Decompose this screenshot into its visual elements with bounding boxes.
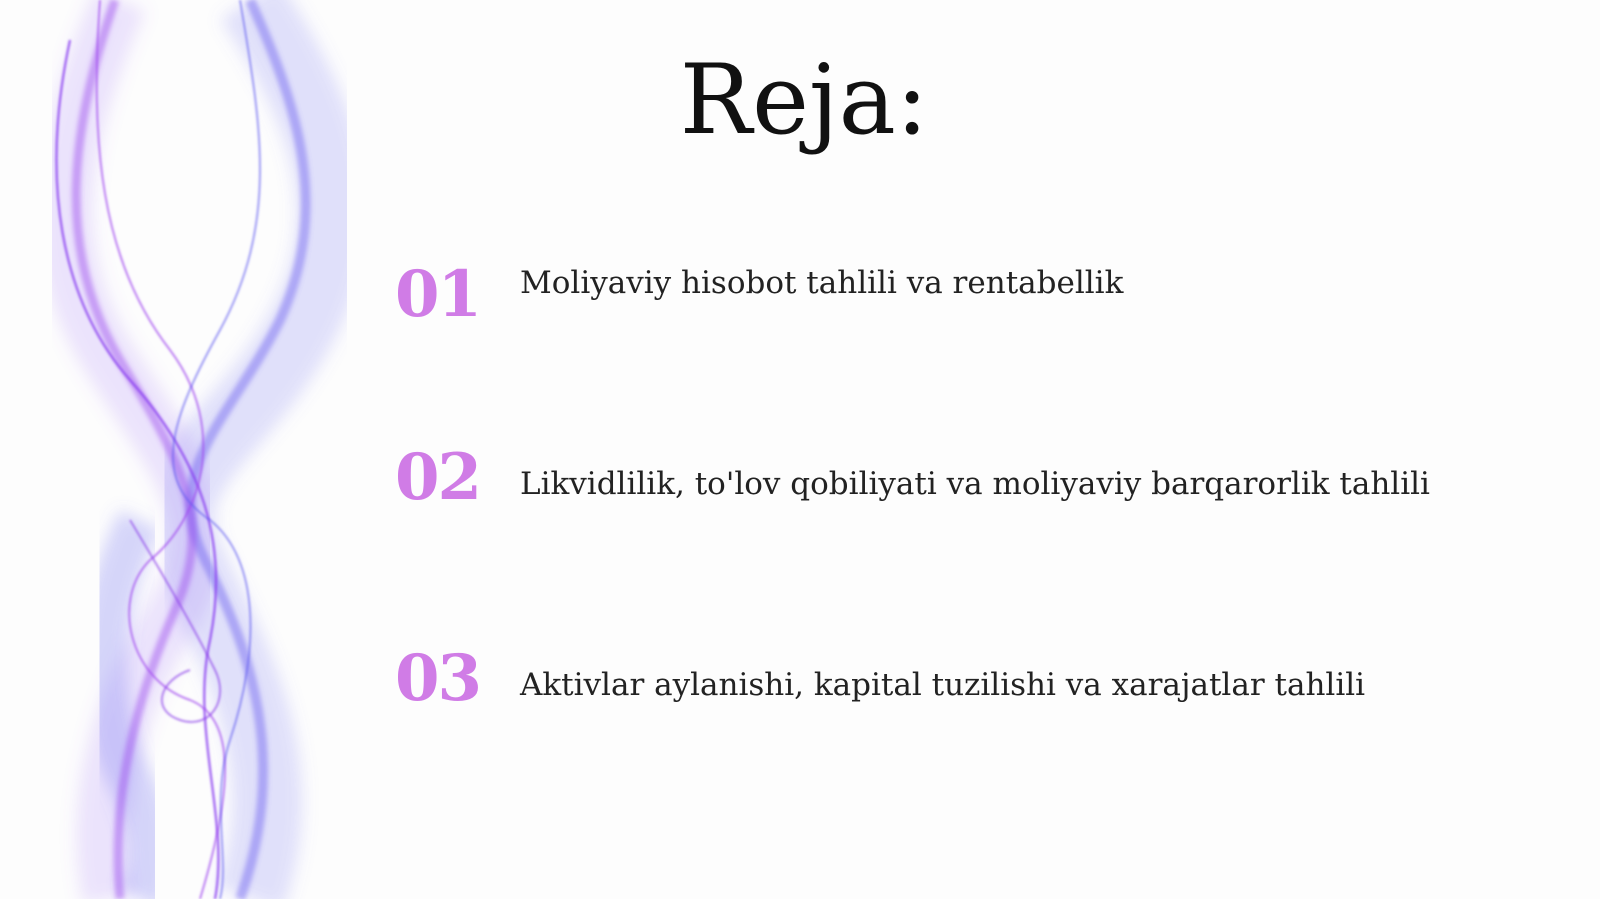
plan-item-text: Aktivlar aylanishi, kapital tuzilishi va xarajatlar tahlili: [520, 667, 1366, 703]
plan-item-3: [395, 641, 1365, 731]
plan-item-number: 03: [395, 641, 481, 716]
plan-item-1: [395, 257, 1123, 347]
plan-item-number: 02: [395, 440, 481, 515]
plan-item-text: Moliyaviy hisobot tahlili va rentabellik: [520, 265, 1124, 301]
plan-item-2: [395, 440, 1430, 530]
plan-item-number: 01: [395, 257, 481, 332]
plan-item-text: Likvidlilik, to'lov qobiliyati va moliyaviy barqarorlik tahlili: [520, 466, 1430, 502]
slide-title: Reja:: [679, 44, 929, 156]
